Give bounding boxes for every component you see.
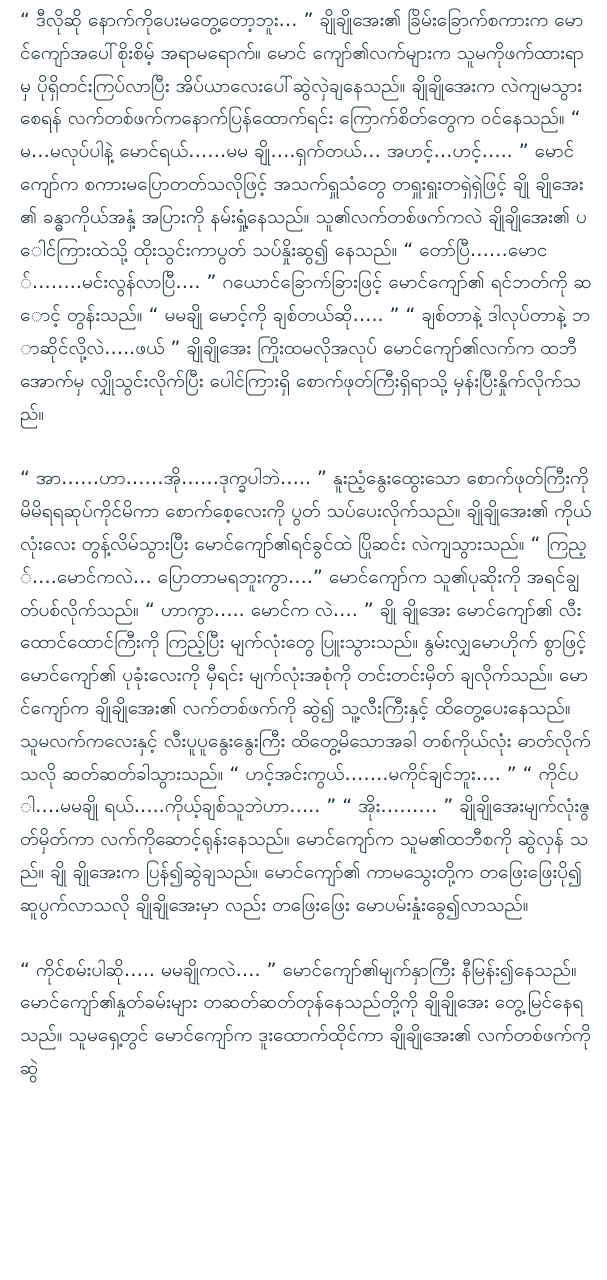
paragraph-3: “ ကိုင်စမ်းပါဆို….. မမချိုကလဲ…. ” မောင်ကျော်၏မျက်နှာကြီး နီမြန်း၍နေသည်။ မောင်ကျော်၏နှုတ်ခမ်းများ တဆတ်ဆတ်တုန်နေသည်တို့ကို ချိုချိုအေး တွေ့မြင်နေရသည်။ သူမရှေ့တွင် မောင်ကျော်က ဒူးထောက်ထိုင်ကာ ချိုချိုအေး၏ လက်တစ်ဖက်ကိုဆွဲ bbox=[20, 958, 591, 1079]
paragraph-2: “ အာ……ဟာ……အို……ဒုက္ခပါဘဲ….. ” နူးညံ့နွေးထွေးသော စောက်ဖုတ်ကြီးကို မိမိရရဆုပ်ကိုင်မိကာ စောက်စေ့လေးကို ပွတ် သပ်ပေးလိုက်သည်။ ချိုချိုအေး၏ ကိုယ်လုံးလေး တွန့်လိမ်သွားပြီး မောင်ကျော်၏ရင်ခွင်ထဲ ပြိုဆင်း လဲကျသွားသည်။ “ ကြည့်….မောင်ကလဲ… ပြောတာမရဘူးကွာ….” မောင်ကျော်က သူ၏ပုဆိုးကို အရင်ချွတ်ပစ်လိုက်သည်။ “ ဟာကွာ….. မောင်က လဲ…. ” ချို ချိုအေး မောင်ကျော်၏ လီးထောင်ထောင်ကြီးကို ကြည့်ပြီး မျက်လုံးတွေ ပြူးသွားသည်။ နွမ်းလျှမောဟိုက် စွာဖြင့် မောင်ကျော်၏ ပုခုံးလေးကို မှီရင်း မျက်လုံးအစုံကို တင်းတင်းမှိတ် ချလိုက်သည်။ မောင်ကျော်က ချိုချိုအေး၏ လက်တစ်ဖက်ကို ဆွဲ၍ သူ့လီးကြီးနှင့် ထိတွေ့ပေးနေသည်။ သူမလက်ကလေးနှင့် လီးပူပူနွေးနွေးကြီး ထိတွေ့မိသောအခါ တစ်ကိုယ်လုံး ဓာတ်လိုက် သလို ဆတ်ဆတ်ခါသွားသည်။ “ ဟင့်အင်းကွယ်…….မကိုင်ချင်ဘူး…. ” “ ကိုင်ပါ….မမချို ရယ်…..ကိုယ့်ချစ်သူဘဲဟာ….. ” “ အိုး……… ” ချိုချိုအေးမျက်လုံးဇွတ်မှိတ်ကာ လက်ကိုဆောင့်ရုန်းနေသည်။ မောင်ကျော်က သူမ၏ထဘီစကို ဆွဲလှန် သည်။ ချို ချိုအေးက ပြန်၍ဆွဲချသည်။ မောင်ကျော်၏ ကာမသွေးတို့က တဖြေးဖြေးပို၍ဆူပွက်လာသလို ချိုချိုအေးမှာ လည်း တဖြေးဖြေး မောပမ်းနှုံးခွေ၍လာသည်။ bbox=[20, 467, 592, 916]
paragraph-1: “ ဒီလိုဆို နောက်ကိုပေးမတွေ့တော့ဘူး… ” ချိုချိုအေး၏ ခြိမ်းခြောက်စကားက မောင်ကျော်အပေါ်စိုးစိမ့် အရာမရောက်။ မောင် ကျော်၏လက်များက သူမကိုဖက်ထားရာမှ ပိုရှိတင်းကြပ်လာပြီး အိပ်ယာလေးပေါ်ဆွဲလှဲချနေသည်။ ချိုချိုအေးက လဲကျမသွား စေရန် လက်တစ်ဖက်ကနောက်ပြန်ထောက်ရင်း ကြောက်စိတ်တွေက ဝင်နေသည်။ “ မ…မလုပ်ပါနဲ့ မောင်ရယ်……မမ ချို….ရှက်တယ်… အဟင့်…ဟင့်….. ” မောင်ကျော်က စကားမပြောတတ်သလိုဖြင့် အသက်ရှူသံတွေ တရှူးရှူးတရှဲရှဲဖြင့် ချို ချိုအေး၏ ခန္ဓာကိုယ်အနှံ့ အပြားကို နမ်းရှုံ့နေသည်။ သူ၏လက်တစ်ဖက်ကလဲ ချိုချိုအေး၏ ပေါင်ကြားထဲသို့ ထိုးသွင်းကာပွတ် သပ်နှိုးဆွ၍ နေသည်။ “ တော်ပြီ……မောင်……..မင်းလွန်လာပြီ…. ” ဂယောင်ခြောက်ခြားဖြင့် မောင်ကျော်၏ ရင်ဘတ်ကို ဆောင့် တွန်းသည်။ “ မမချို မောင့်ကို ချစ်တယ်ဆို….. ” “ ချစ်တာနဲ့ ဒါလုပ်တာနဲ့ ဘာဆိုင်လို့လဲ…..ဖယ် ” ချိုချိုအေး ကြိုးထမလိုအလုပ် မောင်ကျော်၏လက်က ထဘီအောက်မှ လျှိုသွင်းလိုက်ပြီး ပေါင်ကြားရှိ စောက်ဖုတ်ကြီးရှိရာသို့ မှန်းပြီးနှိုက်လိုက်သည်။ bbox=[20, 9, 592, 425]
story-text bbox=[20, 4, 592, 1085]
